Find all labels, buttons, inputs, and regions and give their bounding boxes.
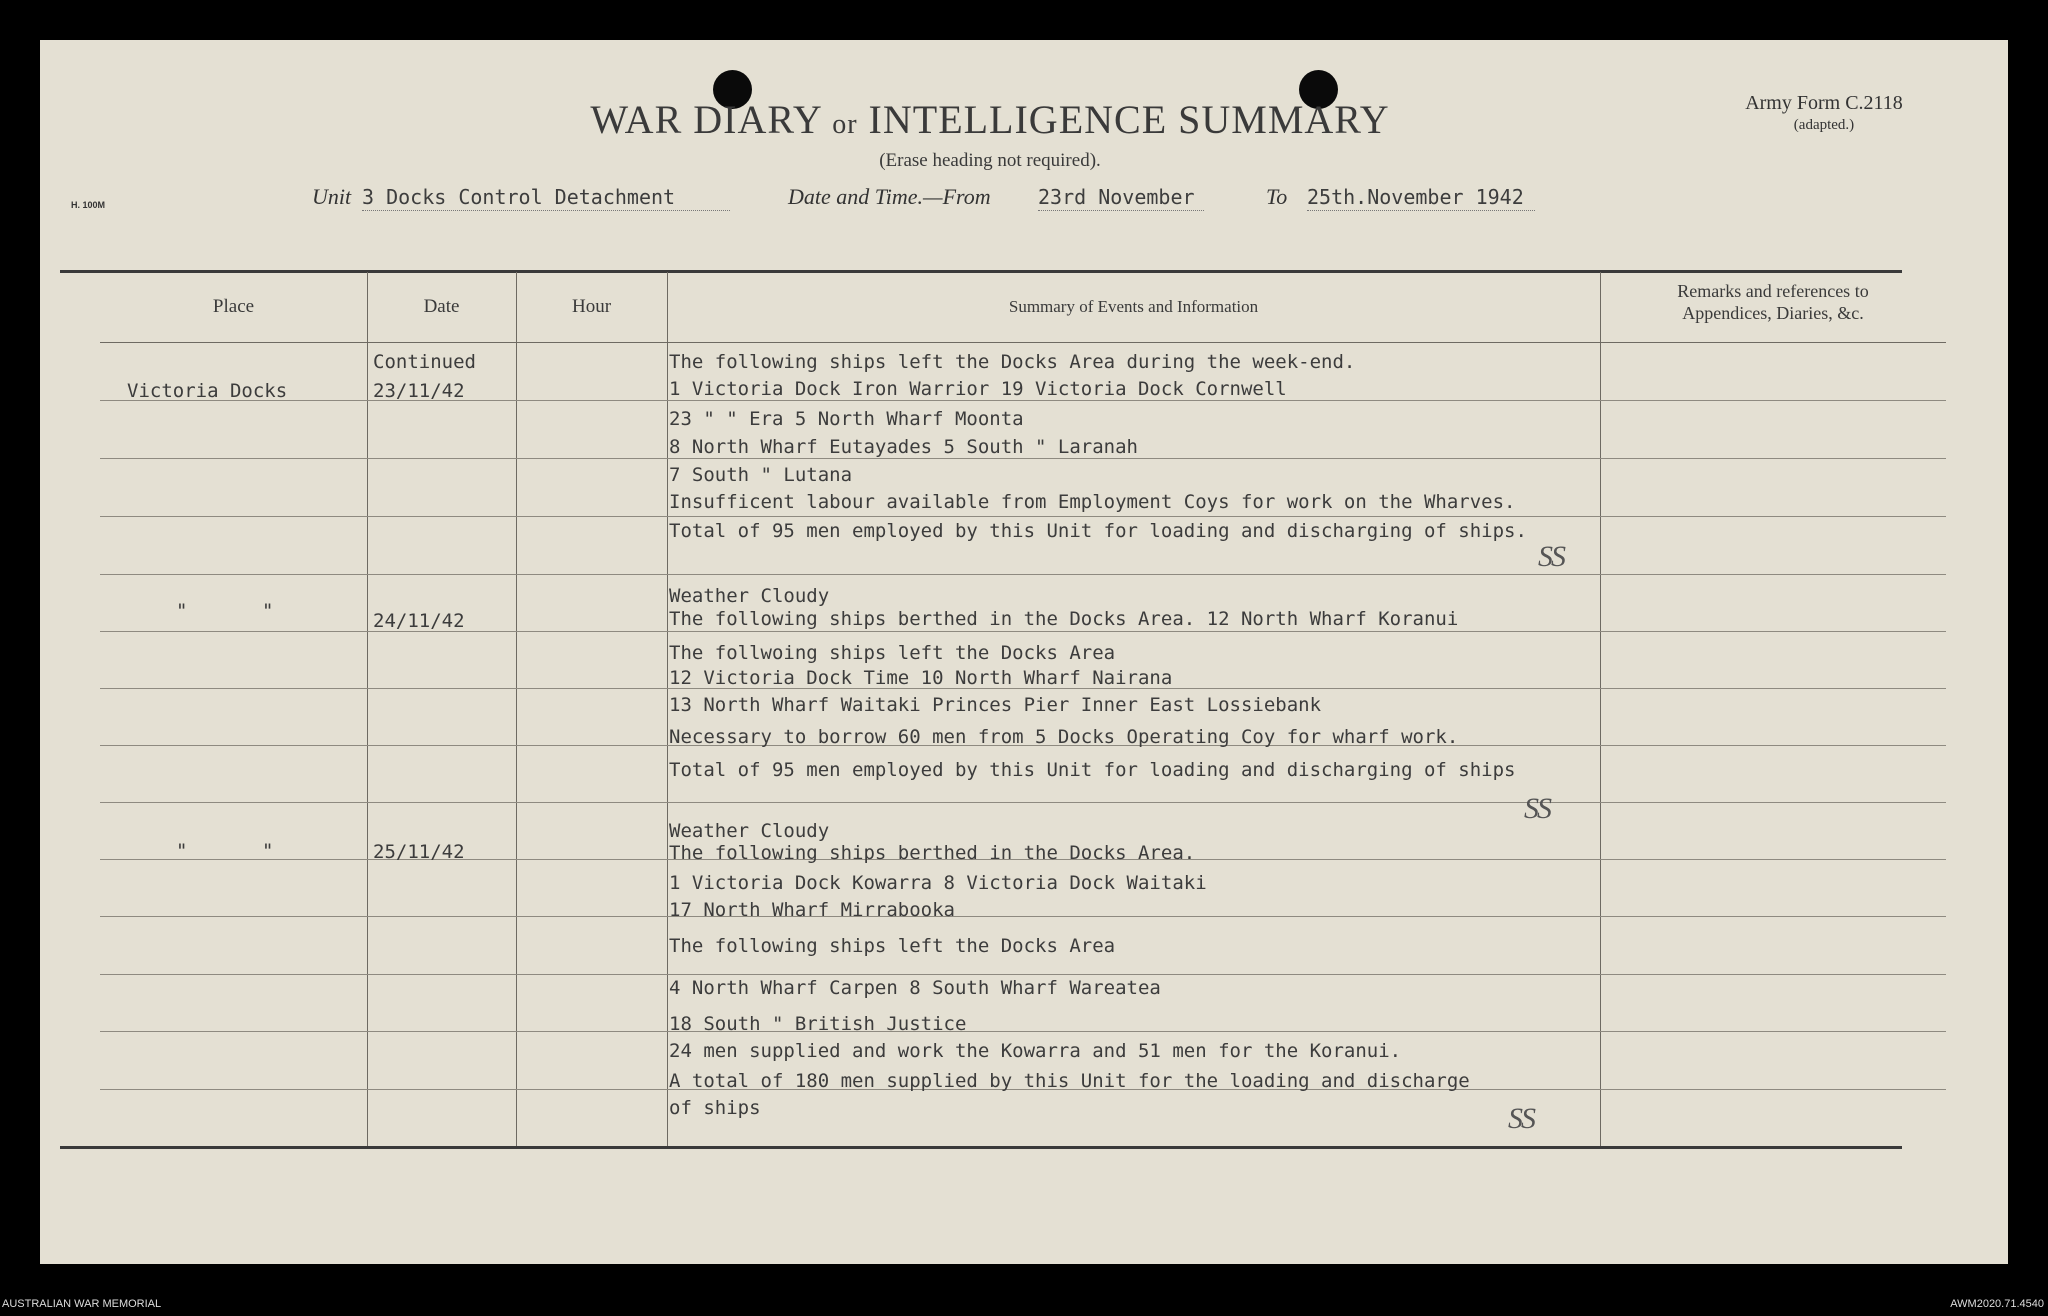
column-divider-2: [516, 272, 517, 1146]
summary-line: A total of 180 men supplied by this Unit for the loading and discharge: [669, 1070, 1470, 1092]
unit-value: 3 Docks Control Detachment: [362, 184, 730, 211]
row-rule: [100, 458, 1946, 459]
summary-line: 4 North Wharf Carpen 8 South Wharf Wareatea: [669, 977, 1161, 999]
army-form-adapted: (adapted.): [1793, 117, 1855, 133]
place-victoria-docks: Victoria Docks: [127, 380, 288, 402]
date-from-label: Date and Time.—From: [788, 184, 991, 209]
header-date: Date: [423, 296, 460, 317]
header-place: Place: [212, 296, 255, 317]
header-hour: Hour: [571, 296, 612, 317]
summary-line: 24 men supplied and work the Kowarra and 51 men for the Koranui.: [669, 1040, 1402, 1062]
header-remarks: [1600, 280, 1946, 324]
table-bottom-rule: [60, 1146, 1902, 1149]
summary-line: 12 Victoria Dock Time 10 North Wharf Nairana: [669, 667, 1173, 689]
title-intelligence-summary: INTELLIGENCE SUMMARY: [868, 97, 1390, 142]
title-or: or: [832, 109, 858, 140]
summary-line: The following ships left the Docks Area: [669, 935, 1116, 957]
header-rule: [100, 342, 1946, 343]
summary-line: Weather Cloudy: [669, 585, 830, 607]
summary-line: 1 Victoria Dock Iron Warrior 19 Victoria Dock Cornwell: [669, 378, 1287, 400]
footer-accession: AWM2020.71.4540: [1950, 1298, 2044, 1310]
summary-line: 13 North Wharf Waitaki Princes Pier Inner East Lossiebank: [669, 694, 1322, 716]
summary-line: 7 South " Lutana: [669, 464, 853, 486]
row-rule: [100, 916, 1946, 917]
summary-line: 18 South " British Justice: [669, 1013, 967, 1035]
initials-signature: SS: [1524, 792, 1550, 825]
row-rule: [100, 574, 1946, 575]
summary-line: 23 " " Era 5 North Wharf Moonta: [669, 408, 1024, 430]
table-top-rule: [60, 270, 1902, 273]
footer-source: AUSTRALIAN WAR MEMORIAL: [2, 1298, 162, 1310]
column-divider-1: [367, 272, 368, 1146]
row-rule: [100, 516, 1946, 517]
date-23-11-42: 23/11/42: [373, 380, 465, 402]
summary-line: Weather Cloudy: [669, 820, 830, 842]
summary-line: The follwoing ships left the Docks Area: [669, 642, 1116, 664]
row-rule: [100, 802, 1946, 803]
place-ditto: ": [262, 840, 274, 862]
row-rule: [100, 1031, 1946, 1032]
form-subtitle: (Erase heading not required).: [879, 150, 1101, 171]
title-war-diary: WAR DIARY: [590, 97, 822, 142]
summary-line: The following ships left the Docks Area during the week-end.: [669, 351, 1356, 373]
form-title: [545, 96, 1435, 143]
date-25-11-42: 25/11/42: [373, 841, 465, 863]
place-ditto: ": [176, 600, 188, 622]
column-divider-3: [667, 272, 668, 1146]
summary-line: 1 Victoria Dock Kowarra 8 Victoria Dock Waitaki: [669, 872, 1207, 894]
column-divider-4: [1600, 272, 1601, 1146]
row-rule: [100, 974, 1946, 975]
date-from-value: 23rd November: [1038, 184, 1204, 211]
date-to-label: To: [1266, 184, 1288, 209]
summary-line: The following ships berthed in the Docks Area.: [669, 842, 1196, 864]
summary-line: 8 North Wharf Eutayades 5 South " Laranah: [669, 436, 1138, 458]
initials-signature: SS: [1508, 1102, 1534, 1135]
initials-signature: SS: [1538, 540, 1564, 573]
army-form-label: [1714, 92, 1934, 136]
date-continued: Continued: [373, 351, 476, 373]
summary-line: Total of 95 men employed by this Unit for loading and discharging of ships.: [669, 520, 1527, 542]
print-code: H. 100M: [71, 200, 106, 210]
summary-line: Necessary to borrow 60 men from 5 Docks Operating Coy for wharf work.: [669, 726, 1459, 748]
header-remarks-line-1: Remarks and references to: [1677, 281, 1869, 301]
place-ditto: ": [262, 600, 274, 622]
place-ditto: ": [176, 840, 188, 862]
date-24-11-42: 24/11/42: [373, 610, 465, 632]
summary-line: The following ships berthed in the Docks Area. 12 North Wharf Koranui: [669, 608, 1459, 630]
header-remarks-line-2: Appendices, Diaries, &c.: [1682, 303, 1864, 323]
army-form-number: Army Form C.2118: [1745, 92, 1903, 114]
summary-line: 17 North Wharf Mirrabooka: [669, 899, 955, 921]
date-to-value: 25th.November 1942: [1307, 184, 1535, 211]
header-summary: Summary of Events and Information: [1008, 297, 1259, 316]
summary-line: of ships: [669, 1097, 761, 1119]
summary-line: Insufficent labour available from Employment Coys for work on the Wharves.: [669, 491, 1516, 513]
summary-line: Total of 95 men employed by this Unit for loading and discharging of ships: [669, 759, 1516, 781]
unit-label: Unit: [312, 184, 352, 209]
